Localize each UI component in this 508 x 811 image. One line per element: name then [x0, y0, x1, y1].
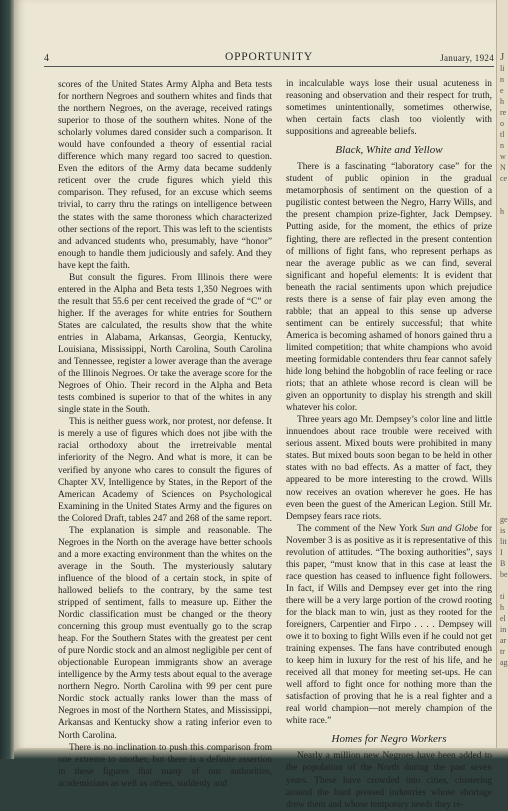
- facing-page-fragment: [500, 195, 508, 206]
- facing-page-fragment: [500, 426, 508, 437]
- facing-page-fragment: re: [500, 108, 507, 117]
- facing-page-fragment: tl: [500, 130, 505, 139]
- section-heading: Black, White and Yellow: [335, 144, 443, 157]
- facing-page-fragment: h: [500, 603, 504, 612]
- facing-page-fragment: n: [500, 75, 504, 84]
- facing-page-fragment: li: [500, 64, 505, 73]
- facing-page-fragment: [500, 437, 508, 448]
- facing-page-fragment: [500, 459, 508, 470]
- facing-page-fragment: [500, 448, 508, 459]
- facing-page-fragment: [500, 217, 508, 228]
- facing-page-fragment: [500, 294, 508, 305]
- facing-page-fragment: I: [500, 548, 503, 557]
- issue-date: January, 1924: [440, 53, 494, 63]
- facing-page-fragment: o: [500, 119, 504, 128]
- facing-page-fragment: [500, 305, 508, 316]
- facing-page-fragment: [500, 360, 508, 371]
- facing-page-fragment: [500, 503, 508, 514]
- facing-page-fragment: [500, 470, 508, 481]
- page-number: 4: [44, 53, 49, 64]
- facing-page-fragment: [500, 338, 508, 349]
- facing-page-fragment: tr: [500, 647, 505, 656]
- paragraph: This is neither guess work, nor protest, nor defense. It is merely a use of figures which does not jibe with the racial orthodoxy about the irretreivable mental inferiority of the Negro. And what is more, it can be verified by anyone who cares to consult the figures of Chapter XV, Intelligence by States, in the Report of the American Academy of Sciences on Psychological Examining in the United States Army and the figures on the Colored Draft, tables 247 and 268 of the same report.: [58, 417, 272, 524]
- facing-page-fragment: in: [500, 625, 507, 634]
- facing-page-fragment: w: [500, 152, 506, 161]
- paragraph: scores of the United States Army Alpha and Beta tests for northern Negroes and southern whites and finds that the northern Negroes, on the average, received ratings superior to those of the southern whites. None of the scholarly volumes dared consider such a comparison. It would have confounded a theory of essential racial difference which many regard too sacred to question. Even the editors of the Army data became suddenly reticent over the crude figures which yield this comparison. They refused, for an excuse which seems trivial, to carry thru the ratings on intelligence between the states with the same thoroness which characterized other sections of the report. This was left to the scientists and advanced students who, presumably, have “honor” enough to handle them judiciously and safely. And they have kept the faith.: [58, 80, 272, 271]
- section-heading: Homes for Negro Workers: [331, 733, 447, 746]
- facing-page-fragment: be: [500, 570, 508, 579]
- facing-page-fragment: [500, 382, 508, 393]
- facing-page-fragment: is: [500, 526, 506, 535]
- paragraph: But consult the figures. From Illinois there were entered in the Alpha and Beta tests 1,350 Negroes with the result that 55.6 per cent received the grade of “C” or higher. If the averages for white entries for Southern States are calculated, the results show that the white entries in Alabama, Arkansas, Georgia, Kentucky, Louisiana, Mississippi, North Carolina, South Carolina and Tennessee, register a lower average than the average of the Illinois Negroes. Or take the average score for the Negroes of Ohio. Their record in the Alpha and Beta tests combined is superior to that of the whites in any single state in the South.: [58, 272, 272, 416]
- facing-page-fragment: e: [500, 86, 504, 95]
- facing-page-fragment: ti: [500, 592, 505, 601]
- left-column: [58, 79, 272, 790]
- header-rule: [44, 66, 494, 67]
- facing-page-fragment: N: [500, 163, 506, 172]
- facing-page-fragment: [500, 239, 508, 250]
- facing-page-fragment: lit: [500, 537, 507, 546]
- facing-page-fragment: ge: [500, 515, 508, 524]
- facing-page-fragment: [500, 481, 508, 492]
- facing-page-fragment: [500, 371, 508, 382]
- facing-page-fragment: [500, 580, 508, 591]
- facing-page-fragment: [500, 393, 508, 404]
- paragraph: There is a fascinating “laboratory case” for the student of public opinion in the gradual metamorphosis of sentiment on the question of a pugilistic contest between the Negro, Harry Wills, and the present champion prize-fighter, Jack Dempsey. Putting aside, for the moment, the ethics of prize fighting, there are reflected in the present contention of millions of fight fans, who represent perhaps as near the average public as we can find, several significant and hopeful elements: It is evident that beneath the racial sentiments upon which prejudice rests there is a sense of fair play even among the rabble; that an appeal to this sense up adverse sentiment can be entirely successful; that white America is becoming ashamed of honors gained thru a limited competition; that white champions who avoid meeting formidable contenders thru fear cannot safely hide long behind the hobgoblin of race feeling or race riots; that an athlete whose record is clean will be given an opportunity to display his strength and skill whatever his color.: [286, 162, 492, 414]
- facing-page-fragment: [500, 316, 508, 327]
- publication-title: OPPORTUNITY: [225, 51, 313, 63]
- facing-page-fragment: J: [500, 51, 505, 63]
- facing-page-fragment: [500, 415, 508, 426]
- facing-page-fragment: [500, 272, 508, 283]
- facing-page-edge: [496, 0, 508, 748]
- facing-page-fragment: h: [500, 207, 504, 216]
- facing-page-fragment: [500, 327, 508, 338]
- facing-page-fragment: n: [500, 141, 504, 150]
- facing-page-fragment: [500, 228, 508, 239]
- facing-page-fragment: [500, 349, 508, 360]
- newspaper-name: Sun and Globe: [420, 523, 478, 534]
- facing-page-fragment: ag: [500, 658, 508, 667]
- facing-page-fragment: [500, 404, 508, 415]
- paragraph: The comment of the New York Sun and Globe for November 3 is as positive as it is representative of this revolution of attitudes. “The boxing authorities”, says this paper, “must know that in this case at least the race question has ceased to influence fight followers. In fact, if Wills and Dempsey ever get into the ring there will be a very large portion of the crowd rooting for the black man to win, just as they rooted for the foreigners, Carpentier and Firpo . . . . Dempsey will owe it to boxing to fight Wills even if he could not get training expenses. The fans have contributed enough to keep him in luxury for the rest of his life, and he received all that money for meeting set-ups. He can well afford to fight once for nothing more than the satisfaction of proving that he is a real fighter and a real world champion—not merely champion of the white race.”: [286, 523, 493, 727]
- facing-page-fragment: el: [500, 614, 506, 623]
- paragraph: There is no inclination to push this comparison from one extreme to another, but there is a definite assertion in these figures that many of our authorities, academicians as well as others, suddenly and: [58, 742, 272, 789]
- facing-page-fragment: [500, 184, 508, 195]
- paragraph: Nearly a million new Negroes have been added to the population of the North during the past seven years. These have crowded into cities, clustering around the hard pressed industries whose shortage drew them and whose temporary needs they re-: [286, 751, 492, 810]
- facing-page-fragment: [500, 250, 508, 261]
- paragraph: The explanation is simple and reasonable. The Negroes in the North on the average have better schools and a more exacting environment than the whites on the average in the South. The mysteriously salutary influence of the blood of a certain stock, in spite of hallowed beliefs to the contrary, by the same test stripped of sentiment, falls to measure up. Either the Nordic classification must be changed or the theory concerning this group must eventually go to the scrap heap. For the Southern States with the greatest per cent of pure Nordic stock and an almost negligible per cent of objectionable European immigrants show an average intelligence by the Army tests about equal to the average northern Negro. North Carolina with 99 per cent pure Nordic stock actually ranks lower than the mass of Negroes in most of the Northern States, and Mississippi, Arkansas and Kentucky show a rating inferior even to North Carolina.: [58, 525, 272, 741]
- facing-page-fragment: [500, 283, 508, 294]
- facing-page-fragment: ce: [500, 174, 508, 183]
- facing-page-fragment: [500, 261, 508, 272]
- paragraph: Three years ago Mr. Dempsey’s color line and little innuendoes about race trouble were received with serious assent. Mixed bouts were prohibited in many states. But mixed bouts soon began to be held in other states with no bad effects. As a matter of fact, they appeared to be more interesting to the crowd. Wills now receives an ovation wherever he goes. He has even been the guest of the American Legion. Still Mr. Dempsey fears race riots.: [286, 415, 492, 522]
- paragraph: in incalculable ways lose their usual acuteness in reasoning and observation and their respect for truth, sometimes unintentionally, sometimes otherwise, when certain facts clash too violently with suppositions and agreeable beliefs.: [286, 79, 492, 138]
- facing-page-fragment: h: [500, 97, 504, 106]
- facing-page-fragment: [500, 492, 508, 503]
- facing-page-fragment: B: [500, 559, 506, 568]
- facing-page-fragment: ar: [500, 636, 507, 645]
- right-column: [286, 78, 492, 811]
